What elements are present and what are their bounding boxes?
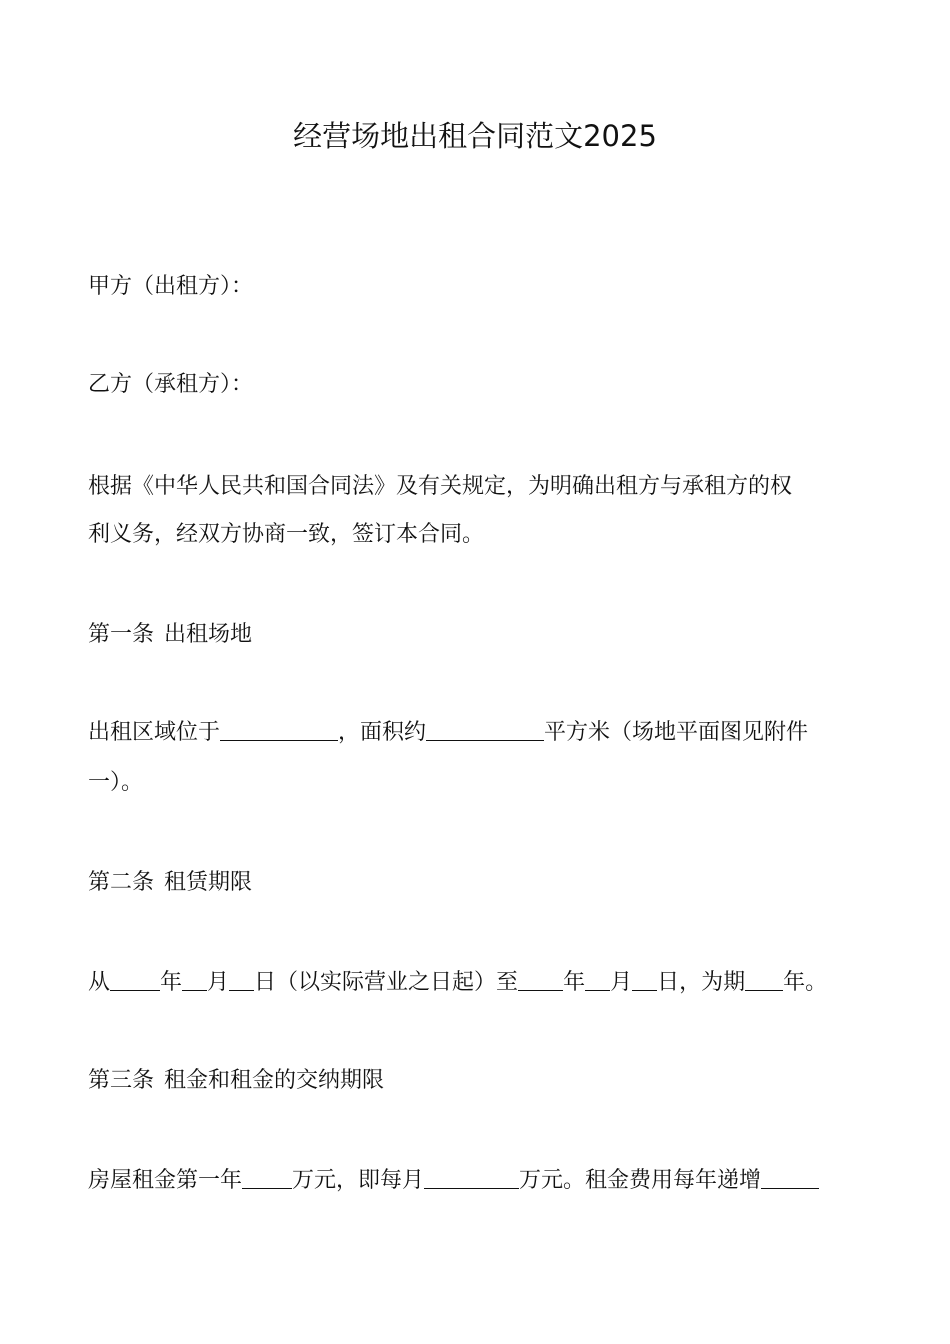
text-segment: 日（以实际营业之日起）至 xyxy=(254,970,519,995)
text-segment: 年 xyxy=(160,970,183,995)
text-segment: 月 xyxy=(610,970,633,995)
text-segment: 房屋租金第一年 xyxy=(88,1168,243,1193)
fill-blank-term-years[interactable] xyxy=(745,968,783,991)
article-number: 第二条 xyxy=(88,870,155,895)
fill-blank-first-year-rent[interactable] xyxy=(242,1166,292,1189)
fill-blank-monthly-rent[interactable] xyxy=(424,1166,519,1189)
text-segment: 年 xyxy=(563,970,586,995)
fill-blank-end-day[interactable] xyxy=(632,968,657,991)
article-1-heading xyxy=(88,610,868,660)
fill-blank-start-day[interactable] xyxy=(229,968,254,991)
text-segment: 年。 xyxy=(783,970,828,995)
article-3-heading xyxy=(88,1056,868,1106)
fill-blank-location[interactable] xyxy=(220,718,338,741)
text-segment: 从 xyxy=(88,970,111,995)
fill-blank-start-month[interactable] xyxy=(182,968,207,991)
article-title: 租赁期限 xyxy=(164,870,253,895)
article-title: 租金和租金的交纳期限 xyxy=(164,1068,385,1093)
fill-blank-start-year[interactable] xyxy=(110,968,160,991)
party-a-line: 甲方（出租方）： xyxy=(88,274,254,299)
article-2-heading xyxy=(88,858,868,908)
text-segment: 万元，即每月 xyxy=(292,1168,425,1193)
article-2-body xyxy=(88,958,868,1008)
fill-blank-end-year[interactable] xyxy=(518,968,563,991)
text-segment: 日，为期 xyxy=(657,970,746,995)
article-title: 出租场地 xyxy=(164,622,253,647)
article-1-body-line-1 xyxy=(88,708,868,758)
article-1-body-line-2: 一）。 xyxy=(88,770,144,795)
article-3-body-line-1 xyxy=(88,1156,868,1206)
document-title: 经营场地出租合同范文2025 xyxy=(293,119,657,153)
text-segment: 万元。租金费用每年递增 xyxy=(519,1168,762,1193)
preamble-line-2: 利义务，经双方协商一致，签订本合同。 xyxy=(88,522,485,547)
fill-blank-annual-increase[interactable] xyxy=(761,1166,819,1189)
fill-blank-end-month[interactable] xyxy=(585,968,610,991)
party-b-line: 乙方（承租方）： xyxy=(88,372,254,397)
text-segment: 月 xyxy=(207,970,230,995)
preamble-line-1: 根据《中华人民共和国合同法》及有关规定，为明确出租方与承租方的权 xyxy=(88,474,793,499)
article-number: 第一条 xyxy=(88,622,155,647)
fill-blank-area[interactable] xyxy=(426,718,544,741)
text-segment: 平方米（场地平面图见附件 xyxy=(544,720,809,745)
article-number: 第三条 xyxy=(88,1068,155,1093)
text-segment: ，面积约 xyxy=(338,720,427,745)
text-segment: 出租区域位于 xyxy=(88,720,221,745)
